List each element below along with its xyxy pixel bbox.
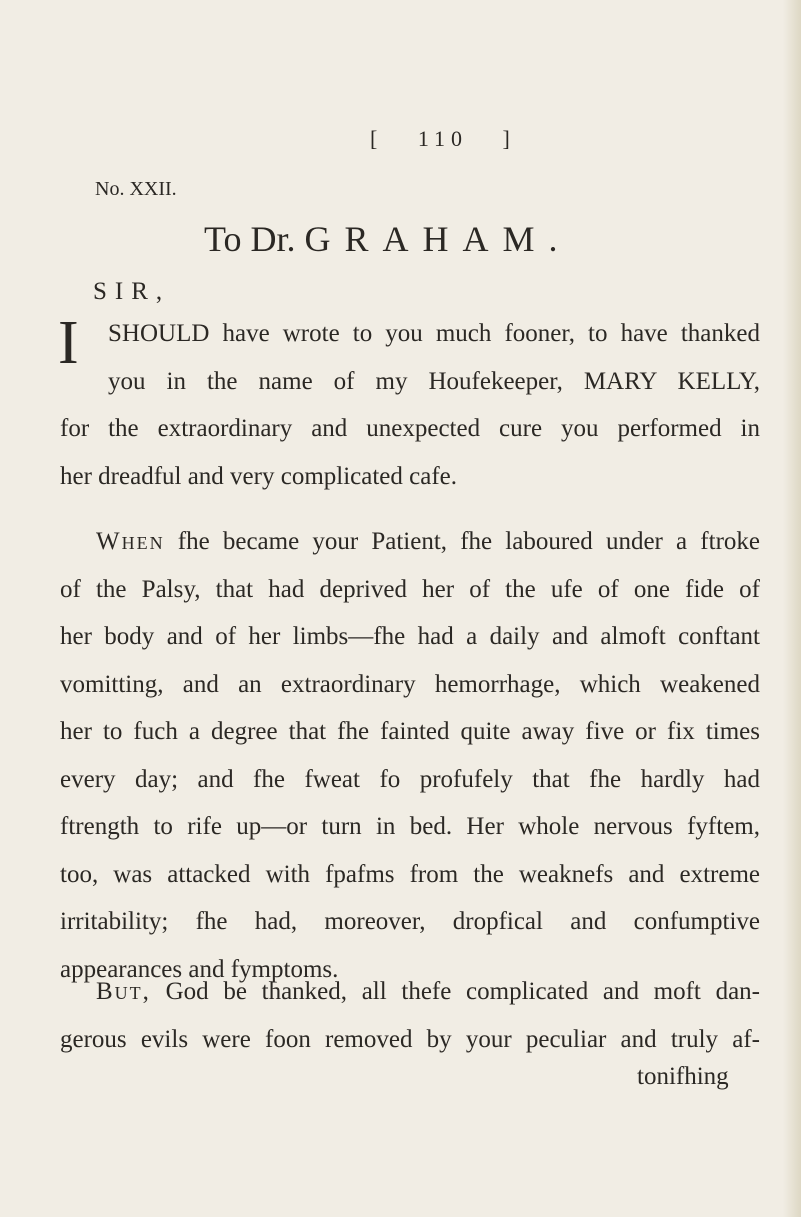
paragraph-1 — [60, 310, 760, 500]
text-line: gerous evils were foon removed by your peculiar and truly af- — [60, 1025, 760, 1053]
lead-word: When — [96, 528, 165, 555]
text-line — [60, 518, 760, 566]
text-line: appearances and fymptoms. — [60, 955, 339, 983]
lead-word: But, — [96, 978, 151, 1005]
address-line — [204, 218, 572, 260]
address-name: GRAHAM. — [304, 219, 572, 259]
text-line: SHOULD have wrote to you much fooner, to have thanked — [108, 320, 760, 347]
text-line: of the Palsy, that had deprived her of the ufe of one fide of — [60, 575, 760, 603]
text-line: her to fuch a degree that fhe fainted quite away five or fix times — [60, 718, 760, 745]
text-line: you in the name of my Houfekeeper, MARY KELLY, — [108, 367, 760, 395]
drop-cap: I — [58, 309, 79, 377]
letter-number: No. XXII. — [95, 178, 177, 200]
text-line: irritability; fhe had, moreover, dropfical and confumptive — [60, 908, 760, 935]
text-line: too, was attacked with fpafms from the weaknefs and extreme — [60, 860, 760, 888]
text-line: for the extraordinary and unexpected cure you performed in — [60, 415, 760, 442]
page-edge — [783, 0, 801, 1217]
text-line-rest: God be thanked, all thefe complicated and moft dan- — [165, 978, 760, 1005]
paragraph-2 — [60, 518, 760, 993]
catchword: tonifhing — [637, 1063, 729, 1090]
text-line-rest: fhe became your Patient, fhe laboured under a ftroke — [177, 528, 760, 555]
text-line: her dreadful and very complicated cafe. — [60, 462, 458, 490]
paragraph-3 — [60, 968, 760, 1063]
salutation: SIR, — [93, 278, 171, 305]
text-line: vomitting, and an extraordinary hemorrhage, which weakened — [60, 670, 760, 698]
address-prefix: To Dr. — [204, 219, 296, 259]
text-line: every day; and fhe fweat fo profufely that fhe hardly had — [60, 765, 760, 793]
text-line: ftrength to rife up—or turn in bed. Her whole nervous fyftem, — [60, 813, 760, 840]
text-line — [60, 968, 760, 1016]
text-line: her body and of her limbs—fhe had a daily and almoft conftant — [60, 623, 760, 650]
page-number: [ 110 ] — [370, 126, 516, 151]
